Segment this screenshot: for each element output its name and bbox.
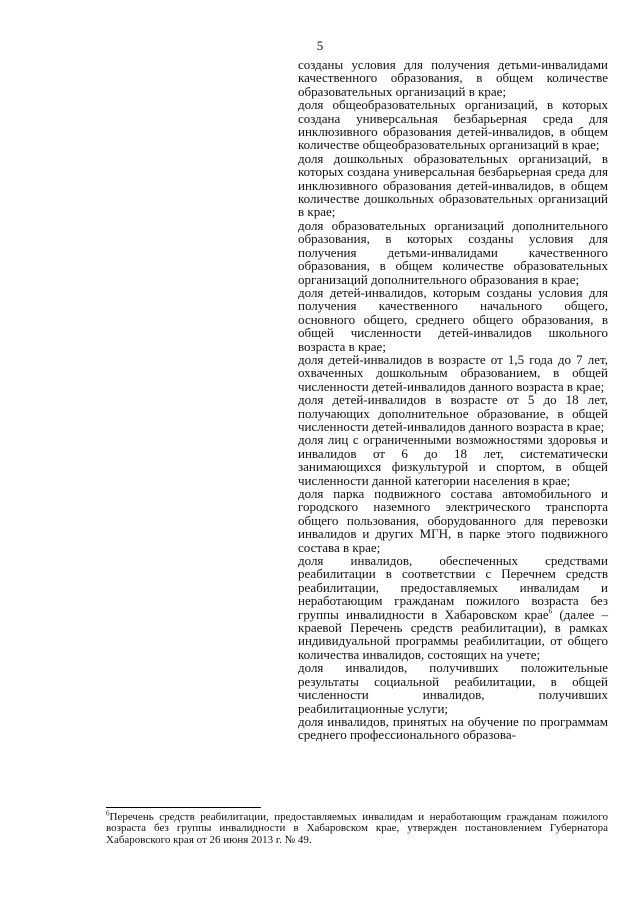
paragraph: доля лиц с ограниченными возможностями здоровья и инвалидов от 6 до 18 лет, систематически занимающихся физкультурой и спортом, в общей численности данной категории населения в крае; — [298, 432, 608, 488]
paragraph: доля дошкольных образовательных организаций, в которых создана универсальная безбарьерная среда для инклюзивного образования детей-инвалидов, в общем количестве дошкольных образовательных организаций в крае; — [298, 150, 608, 220]
paragraph: доля детей-инвалидов в возрасте от 5 до 18 лет, получающих дополнительное образование, в общей численности детей-инвалидов данного возраста в крае; — [298, 392, 608, 434]
footnote-divider — [106, 807, 261, 808]
footnote-text: Перечень средств реабилитации, предоставляемых инвалидам и неработающим гражданам пожилого возраста без группы инвалидности в Хабаровском крае, утвержден постановлением Губернатора Хабаровского края от 26 июня 2013 г. № 49. — [106, 811, 608, 846]
paragraph: доля инвалидов, принятых на обучение по программам среднего профессионального образова- — [298, 713, 608, 743]
paragraph: доля парка подвижного состава автомобильного и городского наземного электрического транспорта общего пользования, оборудованного для перевозки инвалидов и других МГН, в парке этого подвижного состава в крае; — [298, 486, 608, 555]
main-text-column — [298, 58, 608, 742]
footnote — [106, 809, 608, 846]
page-number: 5 — [316, 38, 324, 53]
paragraph-rehab-start: доля инвалидов, обеспеченных средствами реабилитации в соответствии с Перечнем средств реабилитации, предоставляемых инвалидам и неработающим гражданам пожилого возраста без группы инвалидности в Хабаровском крае — [298, 553, 608, 622]
footnote-reference: 6 — [548, 607, 553, 616]
paragraph: доля инвалидов, получивших положительные результаты социальной реабилитации, в общей численности инвалидов, получивших реабилитационные услуги; — [298, 660, 608, 716]
paragraph: доля общеобразовательных организаций, в которых создана универсальная безбарьерная среда для инклюзивного образования детей-инвалидов, в общем количестве общеобразовательных организаций в крае; — [298, 97, 608, 153]
paragraph: доля детей-инвалидов, которым созданы условия для получения качественного начального общего, основного общего, среднего общего образования, в общей численности детей-инвалидов школьного возраста в крае; — [298, 284, 608, 354]
paragraph: созданы условия для получения детьми-инвалидами качественного образования, в общем количестве образовательных организаций в крае; — [298, 57, 608, 99]
paragraph-rehab-end: (далее – краевой Перечень средств реабилитации), в рамках индивидуальной программы реабилитации, от общего количества инвалидов, состоящих на учете; — [298, 606, 608, 662]
paragraph: доля детей-инвалидов в возрасте от 1,5 года до 7 лет, охваченных дошкольным образованием, в общей численности детей-инвалидов данного возраста в крае; — [298, 351, 608, 394]
footnote-mark: 6 — [106, 809, 110, 818]
paragraph: доля образовательных организаций дополнительного образования, в которых созданы условия для получения детьми-инвалидами качественного образования, в общем количестве образовательных организаций дополнительного образования в крае; — [298, 217, 608, 287]
paragraph-rehabilitation — [298, 554, 608, 661]
